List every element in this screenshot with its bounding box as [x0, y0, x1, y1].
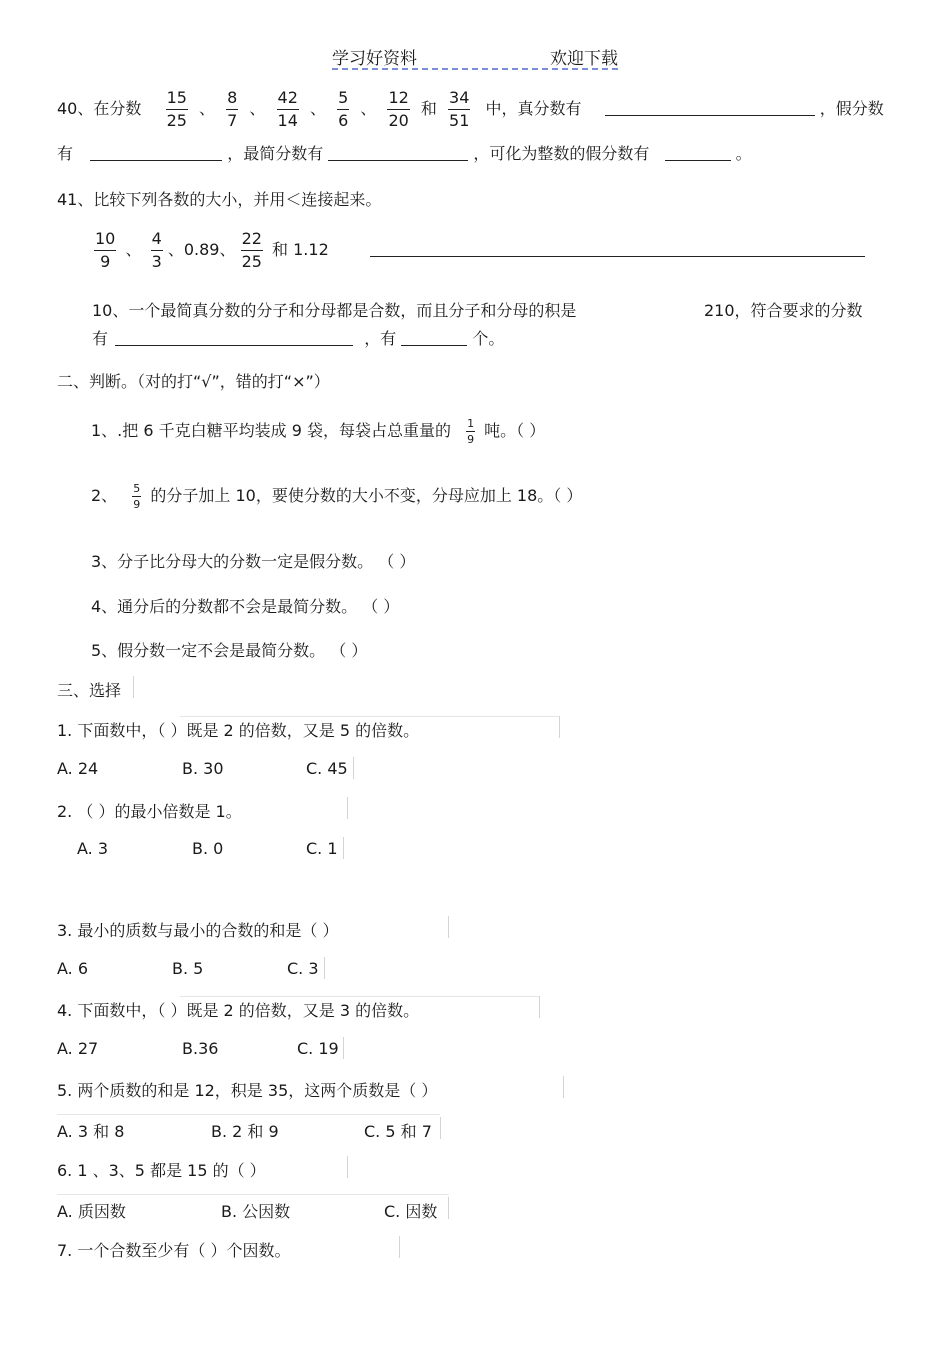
choice-q4-option-a[interactable]: A. 27: [57, 1039, 99, 1058]
header-right: 欢迎下载: [550, 49, 618, 69]
judge-q5: 5、假分数一定不会是最简分数。 （ ）: [91, 641, 368, 660]
choice-q3: 3. 最小的质数与最小的合数的和是（ ）: [57, 921, 339, 940]
fraction: $\frac{5}{6}$: [338, 88, 349, 130]
fraction: $\frac{22}{25}$: [241, 229, 262, 271]
choice-q6-option-c[interactable]: C. 因数: [384, 1202, 438, 1221]
choice-q3-option-c[interactable]: C. 3: [287, 959, 319, 978]
choice-q2-option-b[interactable]: B. 0: [192, 839, 224, 858]
choice-q6-option-b[interactable]: B. 公因数: [221, 1202, 291, 1221]
fraction: $\frac{34}{51}$: [449, 88, 470, 130]
answer-blank[interactable]: [370, 240, 865, 257]
choice-q3-option-a[interactable]: A. 6: [57, 959, 89, 978]
answer-blank[interactable]: [665, 144, 731, 161]
judge-q3: 3、分子比分母大的分数一定是假分数。 （ ）: [91, 552, 416, 571]
judge-q1: 1、.把 6 千克白糖平均装成 9 袋，每袋占总重量的 $\frac{1}{9}$ 吨。（ ）: [91, 417, 546, 446]
choice-q2-option-a[interactable]: A. 3: [77, 839, 109, 858]
q10-line2: 有 ，有 个。: [92, 329, 505, 348]
q41-numbers: $\frac{10}{9}$ 、 $\frac{4}{3}$ 、0.89、 $\frac{22}{25}$ 和 1.12: [94, 231, 865, 270]
q41-title: 41、比较下列各数的大小，并用＜连接起来。: [57, 190, 382, 209]
fraction: $\frac{4}{3}$: [151, 229, 162, 271]
fraction: $\frac{8}{7}$: [227, 88, 238, 130]
page-header: [332, 44, 618, 70]
fraction: $\frac{5}{9}$: [133, 482, 141, 511]
q10-line1a: 10、一个最简真分数的分子和分母都是合数，而且分子和分母的积是: [92, 301, 577, 320]
judge-q4: 4、通分后的分数都不会是最简分数。 （ ）: [91, 597, 400, 616]
choice-q2: 2. （ ）的最小倍数是 1。: [57, 802, 242, 821]
q10-line1b: 210，符合要求的分数: [704, 301, 863, 320]
choice-q6-option-a[interactable]: A. 质因数: [57, 1202, 126, 1221]
q40-label: 40、在分数: [57, 99, 142, 118]
choice-q7: 7. 一个合数至少有（ ）个因数。: [57, 1241, 291, 1260]
choice-q3-option-b[interactable]: B. 5: [172, 959, 204, 978]
choice-title: 三、选择: [57, 681, 122, 700]
choice-q1-option-a[interactable]: A. 24: [57, 759, 99, 778]
choice-q5: 5. 两个质数的和是 12，积是 35，这两个质数是（ ）: [57, 1081, 438, 1100]
choice-q4-option-b[interactable]: B.36: [182, 1039, 219, 1058]
choice-q1-option-c[interactable]: C. 45: [306, 759, 348, 778]
q40-line1: 40、在分数 $\frac{15}{25}$ 、 $\frac{8}{7}$ 、 $\frac{42}{14}$ 、 $\frac{5}{6}$ 、 $\frac{12}{20}$ 和 $\frac{34}{51}$ 中，真分数有 ，假分数: [57, 88, 884, 130]
answer-blank[interactable]: [401, 329, 467, 346]
choice-q6: 6. 1 、3、5 都是 15 的（ ）: [57, 1161, 266, 1180]
choice-q5-option-a[interactable]: A. 3 和 8: [57, 1122, 125, 1141]
judge-q2: 2、 $\frac{5}{9}$ 的分子加上 10，要使分数的大小不变，分母应加上 18。（ ）: [91, 482, 583, 511]
judge-title: 二、判断。（对的打“√”，错的打“×”）: [57, 372, 330, 391]
fraction: $\frac{15}{25}$: [166, 88, 187, 130]
answer-blank[interactable]: [115, 329, 353, 346]
answer-blank[interactable]: [328, 144, 468, 161]
fraction: $\frac{10}{9}$: [95, 229, 116, 271]
q40-line2: 有 ，最简分数有 ，可化为整数的假分数有 。: [57, 144, 752, 163]
fraction: $\frac{1}{9}$: [467, 417, 475, 446]
choice-q1: 1. 下面数中，（ ）既是 2 的倍数，又是 5 的倍数。: [57, 721, 420, 740]
choice-q5-option-b[interactable]: B. 2 和 9: [211, 1122, 279, 1141]
choice-q4-option-c[interactable]: C. 19: [297, 1039, 339, 1058]
answer-blank[interactable]: [605, 99, 815, 116]
fraction: $\frac{42}{14}$: [277, 88, 298, 130]
choice-q5-option-c[interactable]: C. 5 和 7: [364, 1122, 432, 1141]
choice-q2-option-c[interactable]: C. 1: [306, 839, 338, 858]
answer-blank[interactable]: [90, 144, 222, 161]
header-left: 学习好资料: [332, 49, 417, 69]
fraction: $\frac{12}{20}$: [388, 88, 409, 130]
choice-q4: 4. 下面数中，（ ）既是 2 的倍数，又是 3 的倍数。: [57, 1001, 420, 1020]
choice-q1-option-b[interactable]: B. 30: [182, 759, 224, 778]
